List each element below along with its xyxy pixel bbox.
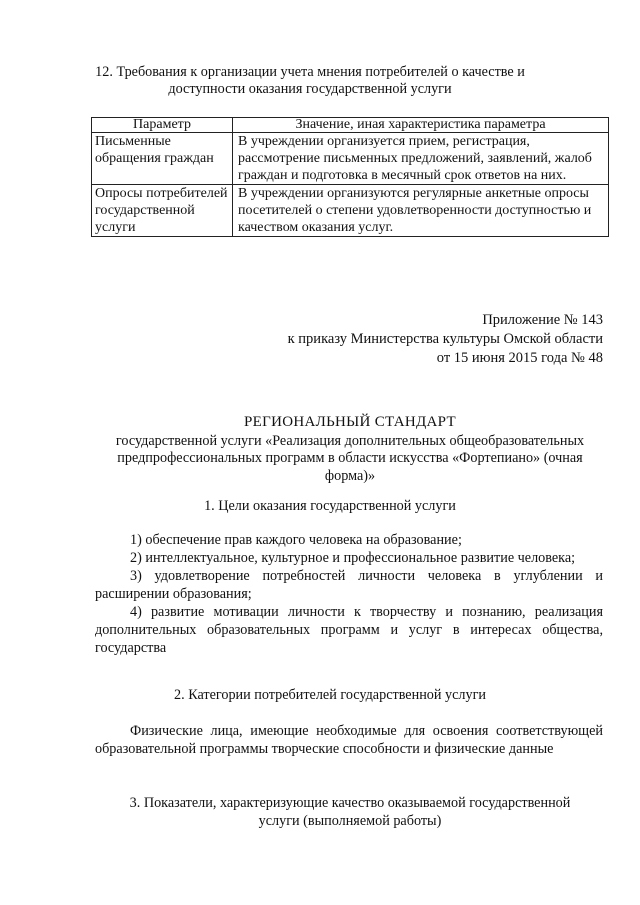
list-item: 2) интеллектуальное, культурное и профессиональное развитие человека; [130,550,576,566]
consumer-categories [95,722,603,758]
list-item: 4) развитие мотивации личности к творчеству и познанию, реализация дополнительных образовательных программ и услуг в интересах общества, государства [95,604,603,656]
section-12-title-line2: доступности оказания государственной услуги [168,81,452,97]
table-cell-value: В учреждении организуются регулярные анкетные опросы посетителей о степени удовлетворенности доступностью и качеством оказания услуг. [233,185,609,237]
table-row [92,133,609,185]
appendix-reference [288,311,603,368]
categories-text: Физические лица, имеющие необходимые для освоения соответствующей образовательной программы творческие способности и физические данные [95,723,603,757]
goals-list [95,531,603,657]
standard-subtitle-line3: форма)» [324,467,376,484]
standard-heading: РЕГИОНАЛЬНЫЙ СТАНДАРТ [244,414,456,430]
section-2-title: 2. Категории потребителей государственной услуги [174,687,486,703]
section-3-title-line1: 3. Показатели, характеризующие качество оказываемой государственной [129,795,571,811]
section-3-title [100,794,600,830]
list-item: 3) удовлетворение потребностей личности человека в углублении и расширении образования; [95,568,603,602]
list-item: 1) обеспечение прав каждого человека на образование; [130,532,462,548]
section-1-title: 1. Цели оказания государственной услуги [204,498,456,514]
section-12-title-line1: 12. Требования к организации учета мнения потребителей о качестве и [95,64,525,80]
column-header-parameter: Параметр [92,118,233,133]
table-cell-parameter: Опросы потребителей государственной услуги [92,185,233,237]
table-cell-value: В учреждении организуется прием, регистрация, рассмотрение письменных предложений, заявлений, жалоб граждан и подготовка в месячный срок ответов на них. [233,133,609,185]
table-cell-parameter: Письменные обращения граждан [92,133,233,185]
column-header-value: Значение, иная характеристика параметра [233,118,609,133]
section-3-title-line2: услуги (выполняемой работы) [258,813,442,829]
requirements-table [91,117,609,237]
standard-subtitle-line2: предпрофессиональных программ в области искусства «Фортепиано» (очная [117,450,583,466]
appendix-number: Приложение № 143 [482,312,603,328]
appendix-date: от 15 июня 2015 года № 48 [436,350,603,366]
standard-subtitle-line1: государственной услуги «Реализация дополнительных общеобразовательных [115,432,585,449]
standard-title-block [95,414,605,485]
table-header-row [92,118,609,133]
table-row [92,185,609,237]
section-12-title [95,64,525,98]
appendix-order: к приказу Министерства культуры Омской области [287,331,603,347]
